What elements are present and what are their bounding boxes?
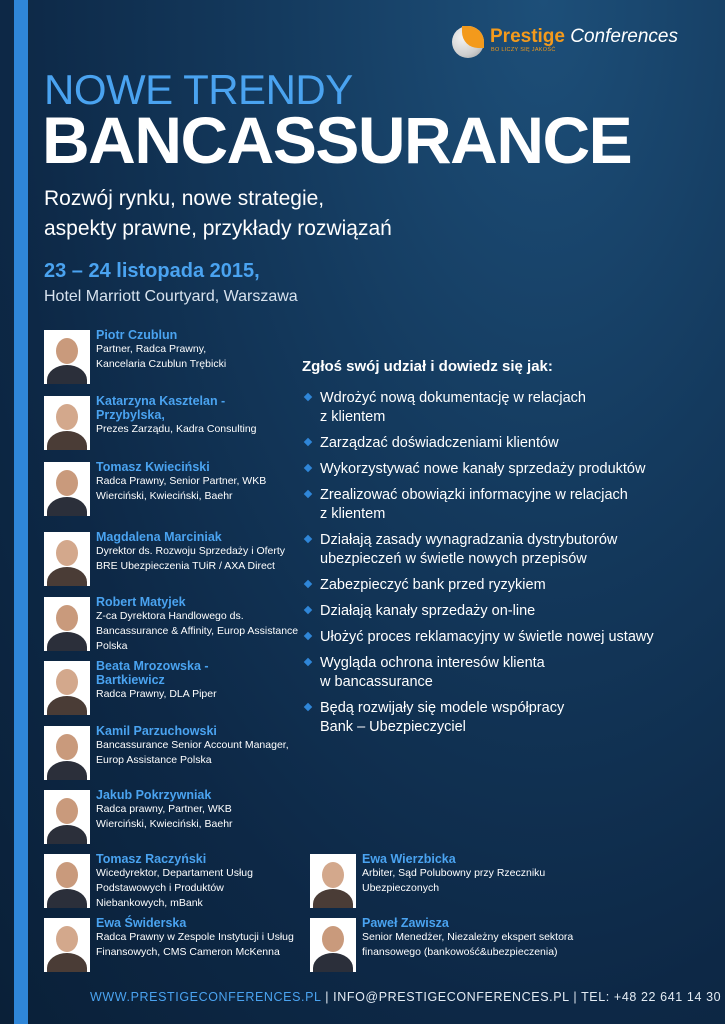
benefit-item: Zarządzać doświadczeniami klientów	[302, 434, 712, 453]
website-link[interactable]: WWW.PRESTIGECONFERENCES.PL	[90, 990, 322, 1004]
subtitle-line-2: aspekty prawne, przykłady rozwiązań	[44, 217, 392, 240]
speaker-name: Magdalena Marciniak	[96, 530, 222, 544]
speaker-role: Bancassurance Senior Account Manager,	[96, 739, 289, 751]
speaker-role: Niebankowych, mBank	[96, 897, 203, 909]
speaker-photo	[44, 661, 90, 715]
speaker-photo	[44, 396, 90, 450]
logo-tagline: BO LICZY SIĘ JAKOŚĆ	[491, 47, 556, 53]
footer-contact	[90, 990, 721, 1004]
speaker-name: Tomasz Raczyński	[96, 852, 207, 866]
speaker-name: Jakub Pokrzywniak	[96, 788, 212, 802]
title-top: NOWE TRENDY	[44, 66, 353, 113]
speaker-name: Paweł Zawisza	[362, 916, 449, 930]
benefit-item: Ułożyć proces reklamacyjny w świetle nowej ustawy	[302, 628, 712, 647]
speaker-role: Arbiter, Sąd Polubowny przy Rzeczniku	[362, 867, 546, 879]
benefit-item: Wykorzystywać nowe kanały sprzedaży produktów	[302, 460, 712, 479]
speaker-role: Ubezpieczonych	[362, 882, 440, 894]
email-link[interactable]: INFO@PRESTIGECONFERENCES.PL	[333, 990, 570, 1004]
subtitle	[44, 184, 392, 244]
speaker-name: Beata Mrozowska -Bartkiewicz	[96, 659, 209, 687]
speaker-role: Radca prawny, Partner, WKB	[96, 803, 232, 815]
speaker-photo	[44, 597, 90, 651]
speaker-photo	[44, 790, 90, 844]
left-accent-bar	[14, 0, 28, 1024]
benefit-item: Wdrożyć nową dokumentację w relacjach z klientem	[302, 389, 712, 427]
speaker-role: Partner, Radca Prawny,	[96, 343, 207, 355]
speaker-name: Ewa Świderska	[96, 916, 187, 930]
speaker-name: Tomasz Kwieciński	[96, 460, 210, 474]
diamond-bullet-icon	[304, 490, 312, 498]
event-venue: Hotel Marriott Courtyard, Warszawa	[44, 288, 298, 305]
speaker-role: finansowego (bankowość&ubezpieczenia)	[362, 946, 558, 958]
speaker-photo	[310, 918, 356, 972]
speaker-role: Wierciński, Kwieciński, Baehr	[96, 818, 233, 830]
speaker-role: Senior Menedżer, Niezależny ekspert sektora	[362, 931, 574, 943]
diamond-bullet-icon	[304, 703, 312, 711]
benefit-item: Zabezpieczyć bank przed ryzykiem	[302, 576, 712, 595]
speaker-photo	[44, 462, 90, 516]
speaker-role: Europ Assistance Polska	[96, 754, 212, 766]
diamond-bullet-icon	[304, 464, 312, 472]
footer-separator: |	[325, 990, 330, 1004]
diamond-bullet-icon	[304, 658, 312, 666]
diamond-bullet-icon	[304, 632, 312, 640]
speaker-photo	[44, 854, 90, 908]
speaker-photo	[44, 726, 90, 780]
speaker-role: Kancelaria Czublun Trębicki	[96, 358, 227, 370]
benefit-item: Zrealizować obowiązki informacyjne w relacjach z klientem	[302, 486, 712, 524]
speaker-role: Radca Prawny, DLA Piper	[96, 688, 217, 700]
diamond-bullet-icon	[304, 606, 312, 614]
benefits-section	[302, 358, 712, 744]
speaker-role: Radca Prawny w Zespole Instytucji i Usług	[96, 931, 294, 943]
speaker-name: Katarzyna Kasztelan - Przybylska,	[96, 394, 226, 422]
speaker-name: Ewa Wierzbicka	[362, 852, 456, 866]
speaker-role: Wierciński, Kwieciński, Baehr	[96, 490, 233, 502]
logo-name-light: Conferences	[570, 26, 678, 47]
speaker-photo	[44, 330, 90, 384]
logo-name-bold: Prestige	[490, 26, 565, 47]
speaker-photo	[310, 854, 356, 908]
benefit-item: Będą rozwijały się modele współpracy Bank – Ubezpieczyciel	[302, 699, 712, 737]
footer-separator: |	[573, 990, 578, 1004]
phone-number: TEL: +48 22 641 14 30	[581, 990, 722, 1004]
speaker-name: Piotr Czublun	[96, 328, 178, 342]
benefits-title: Zgłoś swój udział i dowiedz się jak:	[302, 358, 553, 375]
speaker-role: Podstawowych i Produktów	[96, 882, 224, 894]
speaker-name: Robert Matyjek	[96, 595, 186, 609]
speaker-role: Polska	[96, 640, 128, 652]
speaker-role: BRE Ubezpieczenia TUiR / AXA Direct	[96, 560, 275, 572]
prestige-logo[interactable]	[452, 24, 702, 60]
speaker-name: Kamil Parzuchowski	[96, 724, 217, 738]
speaker-photo	[44, 918, 90, 972]
speaker-role: Wicedyrektor, Departament Usług	[96, 867, 253, 879]
speaker-role: Radca Prawny, Senior Partner, WKB	[96, 475, 267, 487]
speaker-photo	[44, 532, 90, 586]
benefit-item: Działają zasady wynagradzania dystrybutorów ubezpieczeń w świetle nowych przepisów	[302, 531, 712, 569]
diamond-bullet-icon	[304, 535, 312, 543]
speaker-role: Finansowych, CMS Cameron McKenna	[96, 946, 280, 958]
benefit-item: Działają kanały sprzedaży on-line	[302, 602, 712, 621]
speaker-role: Dyrektor ds. Rozwoju Sprzedaży i Oferty	[96, 545, 286, 557]
diamond-bullet-icon	[304, 580, 312, 588]
diamond-bullet-icon	[304, 393, 312, 401]
subtitle-line-1: Rozwój rynku, nowe strategie,	[44, 187, 325, 210]
speaker-role: Prezes Zarządu, Kadra Consulting	[96, 423, 257, 435]
speaker-role: Bancassurance & Affinity, Europ Assistance	[96, 625, 299, 637]
title-main: BANCASSURANCE	[42, 103, 632, 177]
benefit-item: Wygląda ochrona interesów klienta w bancassurance	[302, 654, 712, 692]
speaker-role: Z-ca Dyrektora Handlowego ds.	[96, 610, 244, 622]
event-date: 23 – 24 listopada 2015,	[44, 260, 260, 282]
logo-mark-icon	[452, 26, 484, 58]
diamond-bullet-icon	[304, 438, 312, 446]
